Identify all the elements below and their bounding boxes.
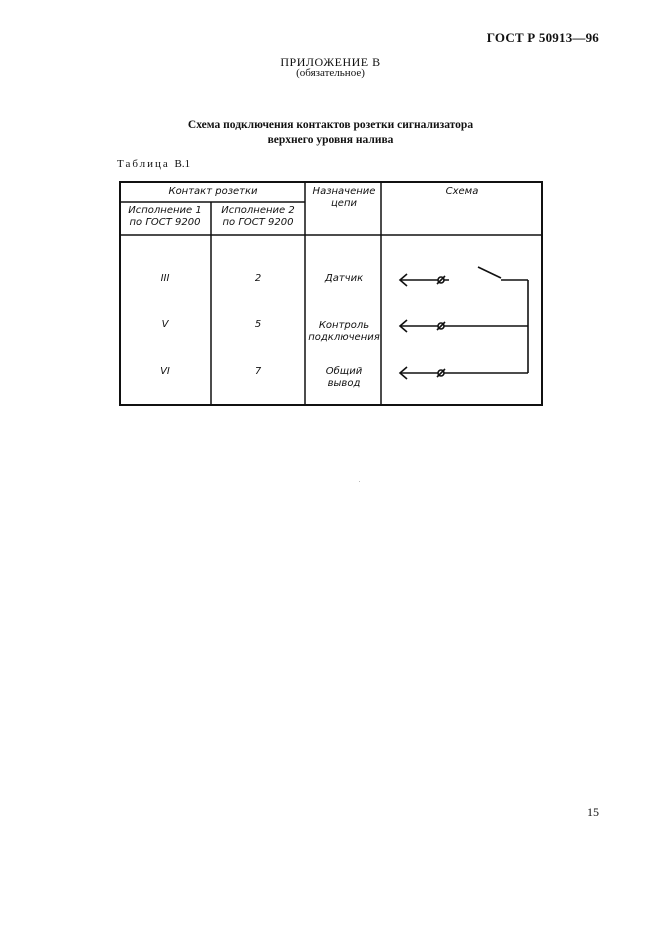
appendix-title: ПРИЛОЖЕНИЕ В <box>280 55 381 69</box>
row3-purpose-line1: Общий <box>325 366 363 377</box>
row3-purpose <box>307 366 381 390</box>
header-variant2 <box>213 205 303 229</box>
page-number: 15 <box>587 805 599 819</box>
table-label-word: Таблица <box>117 158 170 170</box>
table-label-number: В.1 <box>174 158 191 170</box>
row3-purpose-line2: вывод <box>327 378 361 389</box>
row2-variant1: V <box>161 319 169 330</box>
row2-purpose-line2: подключения <box>308 332 380 343</box>
header-purpose <box>307 186 381 210</box>
document-title <box>0 118 661 148</box>
header-variant1-line2: по ГОСТ 9200 <box>129 217 201 228</box>
document-title-line2: верхнего уровня налива <box>267 134 394 146</box>
connection-table <box>119 181 543 407</box>
switch-icon <box>478 267 501 278</box>
header-purpose-line1: Назначение <box>312 186 376 197</box>
appendix-subtitle: (обязательное) <box>296 67 365 79</box>
header-scheme: Схема <box>445 186 479 197</box>
header-socket-contact: Контакт розетки <box>168 186 258 197</box>
row1-purpose <box>307 273 381 285</box>
scan-speck <box>359 481 360 482</box>
row1-variant2: 2 <box>254 273 262 284</box>
row2-purpose <box>307 320 381 344</box>
terminal-screw-icon <box>437 276 445 284</box>
table-label <box>117 158 190 170</box>
row2-variant2: 5 <box>254 319 262 330</box>
row3-variant1: VI <box>160 366 170 377</box>
header-variant1-line1: Исполнение 1 <box>128 205 202 216</box>
wiring-scheme <box>400 267 528 379</box>
row3-variant2: 7 <box>254 366 262 377</box>
row2-purpose-line1: Контроль <box>318 320 370 331</box>
row1-purpose-line1: Датчик <box>324 273 364 284</box>
document-title-line1: Схема подключения контактов розетки сигнализатора <box>187 119 474 131</box>
terminal-screw-icon <box>437 369 445 377</box>
header-variant2-line2: по ГОСТ 9200 <box>222 217 294 228</box>
header-purpose-line2: цепи <box>331 198 357 209</box>
terminal-screw-icon <box>437 322 445 330</box>
standard-number: ГОСТ Р 50913—96 <box>486 30 599 45</box>
header-variant1 <box>121 205 209 229</box>
header-variant2-line1: Исполнение 2 <box>221 205 295 216</box>
row1-variant1: III <box>160 273 170 284</box>
